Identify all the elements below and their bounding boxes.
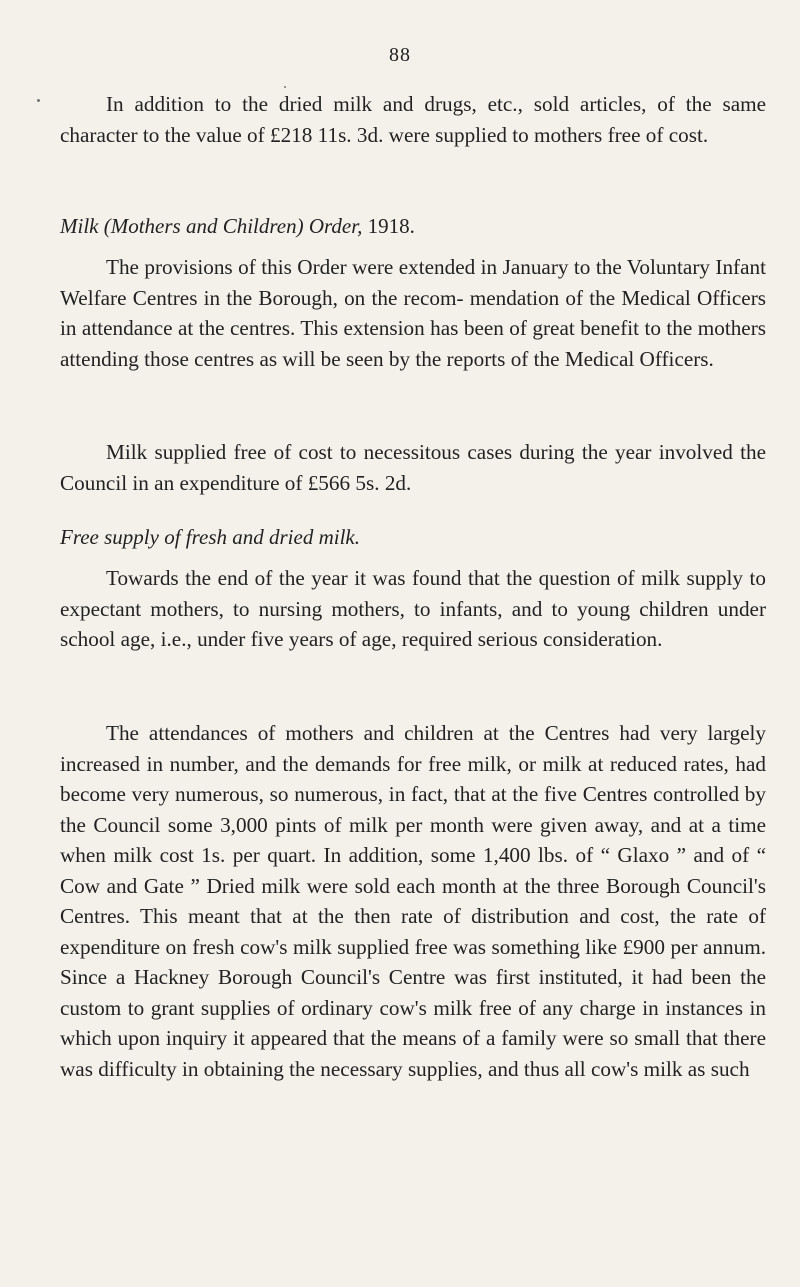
heading-free-supply-title: Free supply of fresh and dried milk. — [60, 525, 360, 549]
paragraph-centre-attendances: The attendances of mothers and children at the Centres had very largely increased in number, and the demands for free milk, or milk at reduced rates, had become very numerous, so numerous, in fact, that at the five Centres controlled by the Council some 3,000 pints of milk per month were given away, and at a time when milk cost 1s. per quart. In addition, some 1,400 lbs. of “ Glaxo ” and of “ Cow and Gate ” Dried milk were sold each month at the three Borough Council's Centres. This meant that at the then rate of distribution and cost, the rate of expenditure on fresh cow's milk supplied free was something like £900 per annum. Since a Hackney Borough Council's Centre was first instituted, it had been the custom to grant supplies of ordinary cow's milk free of any charge in instances in which upon inquiry it appeared that the means of a family were so small that there was difficulty in obtaining the necessary supplies, and thus all cow's milk as such — [60, 721, 766, 1081]
paragraph-milk-expenditure: Milk supplied free of cost to necessitous cases during the year involved the Council in an expenditure of £566 5s. 2d. — [60, 440, 766, 495]
paragraph-order-extension: The provisions of this Order were extended in January to the Voluntary Infant Welfare Centres in the Borough, on the recom- mendation of the Medical Officers in attendance at the centres. This extension has been of great benefit to the mothers attending those centres as will be seen by the reports of the Medical Officers. — [60, 255, 766, 371]
heading-milk-order-title: Milk (Mothers and Children) Order, — [60, 214, 363, 238]
heading-milk-order-year: 1918. — [367, 214, 415, 238]
scan-speck — [284, 86, 286, 88]
heading-free-supply — [60, 522, 766, 552]
heading-milk-order — [60, 211, 766, 241]
page-number: 88 — [389, 44, 411, 66]
scan-speck — [37, 99, 40, 102]
paragraph-dried-milk-supplies: In addition to the dried milk and drugs, etc., sold articles, of the same character to the value of £218 11s. 3d. were supplied to mothers free of cost. — [60, 92, 766, 147]
paragraph-milk-supply-question: Towards the end of the year it was found that the question of milk supply to expectant mothers, to nursing mothers, to infants, and to young children under school age, i.e., under five years of age, required serious consideration. — [60, 566, 766, 651]
